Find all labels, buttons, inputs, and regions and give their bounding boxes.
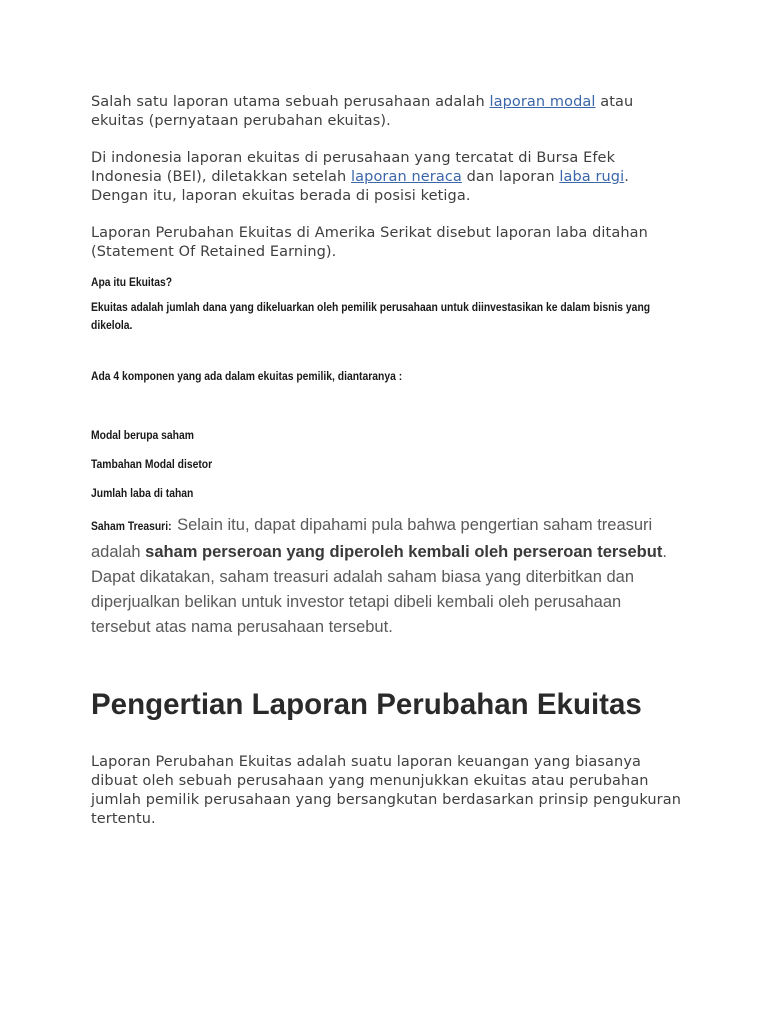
document-page [91,93,681,829]
bei-text-end: . Dengan itu, laporan ekuitas berada di posisi ketiga. [91,169,629,204]
us-paragraph: Laporan Perubahan Ekuitas di Amerika Serikat disebut laporan laba ditahan (Statement Of Retained Earning). [91,225,648,260]
treasury-bold-text: saham perseroan yang diperoleh kembali oleh perseroan tersebut [145,543,663,561]
intro-paragraph [91,93,671,131]
intro-text-start: Salah satu laporan utama sebuah perusahaan adalah [91,94,490,110]
bei-text-middle: dan laporan [461,169,560,185]
intro-text-end: atau ekuitas (pernyataan perubahan ekuitas). [91,94,634,129]
laporan-modal-link[interactable]: laporan modal [489,94,596,110]
component-item: Tambahan Modal disetor [91,459,213,471]
equity-definition: Ekuitas adalah jumlah dana yang dikeluarkan oleh pemilik perusahaan untuk diinvestasikan ke dalam bisnis yang dikelola. [91,302,651,332]
question-heading: Apa itu Ekuitas? [91,277,173,289]
treasury-text-start: Selain itu, dapat dipahami pula bahwa pengertian saham treasuri adalah [91,516,653,561]
treasury-label: Saham Treasuri: [91,521,172,533]
laporan-neraca-link[interactable]: laporan neraca [351,169,462,185]
treasury-text-end: . Dapat dikatakan, saham treasuri adalah saham biasa yang diterbitkan dan diperjualkan belikan untuk investor tetapi dibeli kembali oleh perusahaan tersebut atas nama perusahaan tersebut. [91,543,667,636]
bei-text-start: Di indonesia laporan ekuitas di perusahaan yang tercatat di Bursa Efek Indonesia (BEI), diletakkan setelah [91,150,616,185]
component-item: Modal berupa saham [91,430,194,442]
laba-rugi-link[interactable]: laba rugi [559,169,625,185]
component-item: Jumlah laba di tahan [91,488,194,500]
section-heading: Pengertian Laporan Perubahan Ekuitas [91,688,642,721]
bei-paragraph [91,149,661,206]
treasury-paragraph [91,513,676,640]
definition-paragraph: Laporan Perubahan Ekuitas adalah suatu laporan keuangan yang biasanya dibuat oleh sebuah perusahaan yang menunjukkan ekuitas atau perubahan jumlah pemilik perusahaan yang bersangkutan berdasarkan prinsip pengukuran tertentu. [91,754,681,827]
components-intro: Ada 4 komponen yang ada dalam ekuitas pemilik, diantaranya : [91,371,403,383]
